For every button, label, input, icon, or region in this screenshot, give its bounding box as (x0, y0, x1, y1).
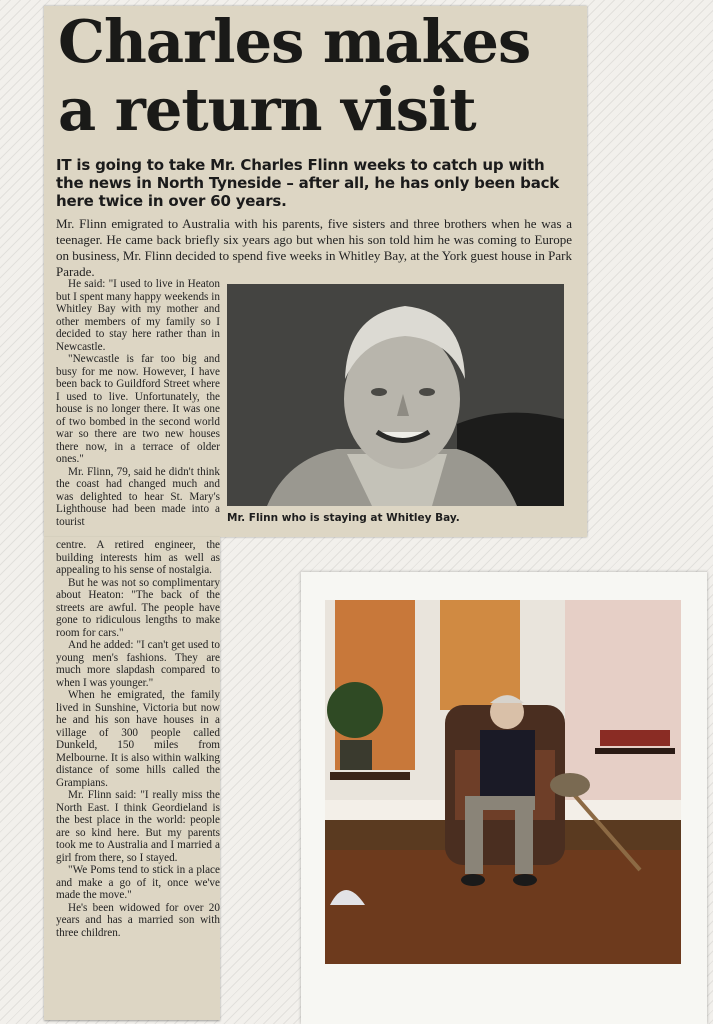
article-paragraph: "Newcastle is far too big and busy for me now. However, I have been back to Guildford Street where I used to live. Unfortunately, the house is no longer there. It was one of two bombed in the second world war so there are two new houses there now, in a terrace of older ones." (56, 353, 220, 465)
article-paragraph: Mr. Flinn, 79, said he didn't think the coast had changed much and was delighted to hear St. Mary's Lighthouse had been made into a tourist (56, 465, 220, 528)
article-paragraph: But he was not so complimentary about Heaton: "The back of the streets are awful. The people have gone to ridiculous lengths to make room for cars." (56, 576, 220, 639)
article-paragraph: centre. A retired engineer, the building interests him as well as appealing to his sense of nostalgia. (56, 539, 220, 576)
article-standfirst: IT is going to take Mr. Charles Flinn weeks to catch up with the news in North Tyneside – after all, he has only been back here twice in over 60 years. (56, 156, 560, 210)
polaroid-photo (301, 572, 707, 1024)
portrait-photo (227, 284, 564, 506)
article-paragraph: And he added: "I can't get used to young men's fashions. They are much more slapdash compared to when I was younger." (56, 639, 220, 689)
newspaper-clipping (44, 6, 587, 537)
article-paragraph: When he emigrated, the family lived in Sunshine, Victoria but now he and his son have houses in a village of 300 people called Dunkeld, 150 miles from Melbourne. It is also within walking distance of some hills called the Grampians. (56, 689, 220, 789)
article-column-lower (56, 539, 220, 939)
article-intro: Mr. Flinn emigrated to Australia with his parents, five sisters and three brothers when he was a teenager. He came back briefly six years ago but when his son told him he was coming to Europe on business, Mr. Flinn decided to spend five weeks in Whitley Bay, at the York guest house in Park Parade. (56, 216, 572, 279)
armchair-photo (325, 600, 681, 964)
newspaper-clipping-column (44, 537, 220, 1020)
article-paragraph: "We Poms tend to stick in a place and make a go of it, once we've made the move." (56, 864, 220, 901)
article-paragraph: He's been widowed for over 20 years and has a married son with three children. (56, 901, 220, 939)
article-paragraph: He said: "I used to live in Heaton but I spent many happy weekends in Whitley Bay with my mother and other members of my family so I decided to stay here rather than in Newcastle. (56, 278, 220, 353)
article-paragraph: Mr. Flinn said: "I really miss the North East. I think Geordieland is the best place in the world: people are so kind here. But my parents took me to Australia and I married a girl from there, so I stayed. (56, 789, 220, 864)
photo-caption: Mr. Flinn who is staying at Whitley Bay. (227, 512, 460, 524)
article-headline: Charles makes a return visit (58, 7, 531, 144)
article-column-upper (56, 278, 220, 528)
